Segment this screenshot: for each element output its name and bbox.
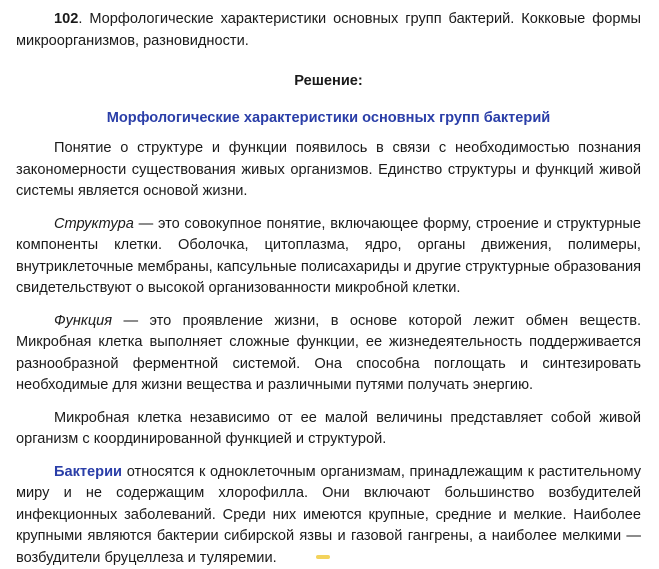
term-function: Функция [54, 313, 112, 329]
highlight-mark [316, 555, 330, 559]
paragraph-bacteria-text: относятся к одноклеточным организмам, принадлежащим к растительному миру и не содержащим хлорофилла. Они включают большинство возбудителей инфекционных заболеваний. Среди них имеются крупные, средние и мелкие. Наиболее крупными являются бактерии сибирской язвы и газовой гангрены, а наиболее мелкими — возбудители бруцеллеза и туляремии. [16, 464, 641, 566]
paragraph-function-text: — это проявление жизни, в основе которой лежит обмен веществ. Микробная клетка выполняет сложные функции, ее жизнедеятельность поддерживается разнообразной ферментной системой. Она способна поглощать и синтезировать необходимые для жизни вещества и различными путями получать энергию. [16, 313, 641, 394]
term-structure: Структура [54, 216, 134, 232]
term-bacteria: Бактерии [54, 464, 122, 480]
paragraph-bacteria [16, 462, 641, 569]
task-statement [16, 9, 641, 52]
section-heading: Морфологические характеристики основных групп бактерий [16, 108, 641, 130]
paragraph-structure [16, 214, 641, 300]
paragraph-structure-function: Понятие о структуре и функции появилось в связи с необходимостью познания закономерности существования живых организмов. Единство структуры и функций живой системы является основой жизни. [16, 138, 641, 203]
solution-label: Решение: [16, 71, 641, 93]
paragraph-structure-text: — это совокупное понятие, включающее форму, строение и структурные компоненты клетки. Оболочка, цитоплазма, ядро, органы движения, полимеры, внутриклеточные мембраны, капсульные полисахариды и другие структурные образования свидетельствуют о высокой организованности микробной клетки. [16, 216, 641, 297]
task-text: . Морфологические характеристики основных групп бактерий. Кокковые формы микроорганизмов, разновидности. [16, 11, 641, 49]
paragraph-function [16, 311, 641, 397]
paragraph-microbial-cell: Микробная клетка независимо от ее малой величины представляет собой живой организм с координированной функцией и структурой. [16, 408, 641, 451]
task-number: 102 [54, 11, 78, 27]
